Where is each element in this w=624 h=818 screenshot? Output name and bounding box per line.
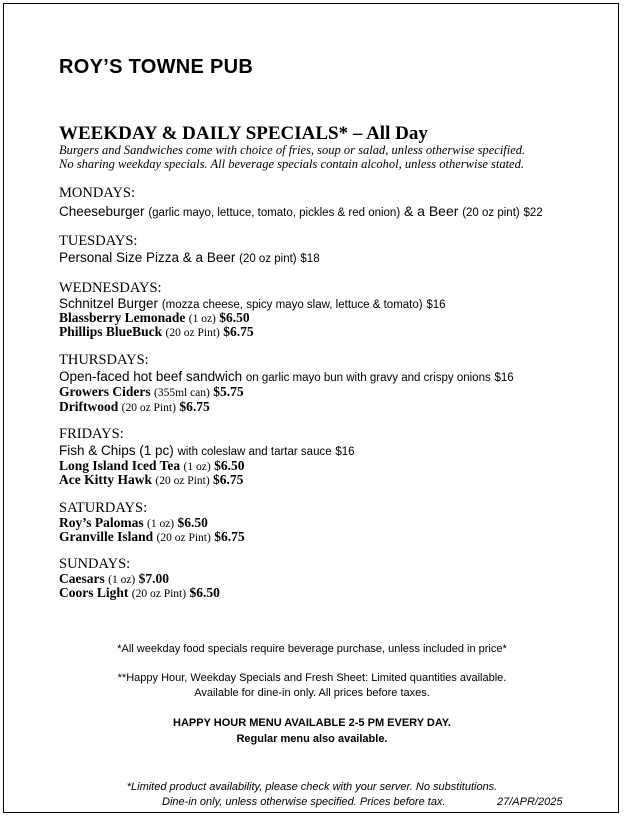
item-name: Driftwood [59,399,119,414]
thursday-item-3 [59,399,210,415]
food-specials-note: *All weekday food specials require beverage purchase, unless included in price* [117,643,507,655]
item-name: Ace Kitty Hawk [59,472,152,487]
item-price: $6.50 [219,310,250,325]
day-label-friday: FRIDAYS: [59,426,124,442]
item-price: $16 [494,372,514,384]
item-name: Blassberry Lemonade [59,310,186,325]
item-price: $6.75 [213,472,244,487]
item-price: $22 [523,207,543,219]
item-size: (1 oz) [147,518,175,530]
item-size: (20 oz Pint) [155,475,210,487]
monday-item-1 [59,203,543,219]
item-size: (1 oz) [108,574,136,586]
item-description: with coleslaw and tartar sauce [177,446,332,458]
menu-page [3,3,619,813]
specials-heading: WEEKDAY & DAILY SPECIALS* – All Day [59,123,428,144]
day-label-saturday: SATURDAYS: [59,500,148,516]
wednesday-item-3 [59,324,254,340]
wednesday-item-1 [59,296,446,311]
item-price: $6.75 [214,529,245,544]
item-size: (1 oz) [183,461,211,473]
day-label-monday: MONDAYS: [59,185,136,201]
friday-item-3 [59,472,243,488]
item-size: (1 oz) [188,313,216,325]
item-size: (355ml can) [153,387,210,399]
saturday-item-2 [59,529,245,545]
item-addon: & a Beer [403,203,459,219]
item-name: Roy’s Palomas [59,515,144,530]
thursday-item-1 [59,369,514,384]
thursday-item-2 [59,384,244,400]
item-name: Granville Island [59,529,154,544]
menu-hours-note-2: Regular menu also available. [236,733,388,745]
tuesday-item-1 [59,250,320,265]
item-name: Growers Ciders [59,384,151,399]
footer-line-1: *Limited product availability, please check with your server. No substitutions. [126,781,498,793]
item-price: $6.75 [179,399,210,414]
item-price: $16 [426,299,446,311]
day-label-wednesday: WEDNESDAYS: [59,280,162,296]
item-name: Caesars [59,571,105,586]
item-size: (20 oz pint) [239,253,297,265]
intro-line-2: No sharing weekday specials. All beverage specials contain alcohol, unless otherwise stated. [59,157,524,171]
item-name: Fish & Chips (1 pc) [59,443,174,458]
item-size: (20 oz Pint) [121,402,176,414]
item-description: (mozza cheese, spicy mayo slaw, lettuce & tomato) [161,299,423,311]
day-label-sunday: SUNDAYS: [59,556,131,572]
item-size: (20 oz Pint) [165,327,220,339]
item-name: Cheeseburger [59,204,145,219]
day-label-thursday: THURSDAYS: [59,352,149,368]
item-price: $16 [335,446,355,458]
day-label-tuesday: TUESDAYS: [59,233,138,249]
item-name: Phillips BlueBuck [59,324,163,339]
item-description: on garlic mayo bun with gravy and crispy onions [245,372,491,384]
item-price: $7.00 [138,571,170,586]
intro-line-1: Burgers and Sandwiches come with choice of fries, soup or salad, unless otherwise specified. [59,143,526,157]
item-name: Open-faced hot beef sandwich [59,369,243,384]
item-price: $5.75 [213,384,244,399]
item-price: $6.75 [223,324,254,339]
menu-hours-note-1: HAPPY HOUR MENU AVAILABLE 2-5 PM EVERY DAY. [173,717,451,729]
item-name: Schnitzel Burger [59,296,159,311]
item-price: $18 [300,253,320,265]
item-name: Coors Light [59,585,129,600]
footer-line-2: Dine-in only, unless otherwise specified. Prices before tax. [162,796,446,808]
item-name: Long Island Iced Tea [59,458,181,473]
friday-item-1 [59,443,355,458]
item-price: $6.50 [177,515,208,530]
item-size: (20 oz Pint) [156,532,211,544]
sunday-item-2 [59,585,220,601]
item-description: (garlic mayo, lettuce, tomato, pickles & red onion) [148,207,401,219]
item-size: (20 oz pint) [462,207,520,219]
item-price: $6.50 [214,458,245,473]
pub-name: ROY’S TOWNE PUB [59,56,254,78]
happy-hour-note-2: Available for dine-in only. All prices before taxes. [194,687,430,699]
item-size: (20 oz Pint) [131,588,187,600]
footer-date: 27/APR/2025 [497,796,563,808]
item-name: Personal Size Pizza & a Beer [59,250,236,265]
item-price: $6.50 [189,585,220,600]
happy-hour-note-1: **Happy Hour, Weekday Specials and Fresh Sheet: Limited quantities available. [117,672,507,684]
